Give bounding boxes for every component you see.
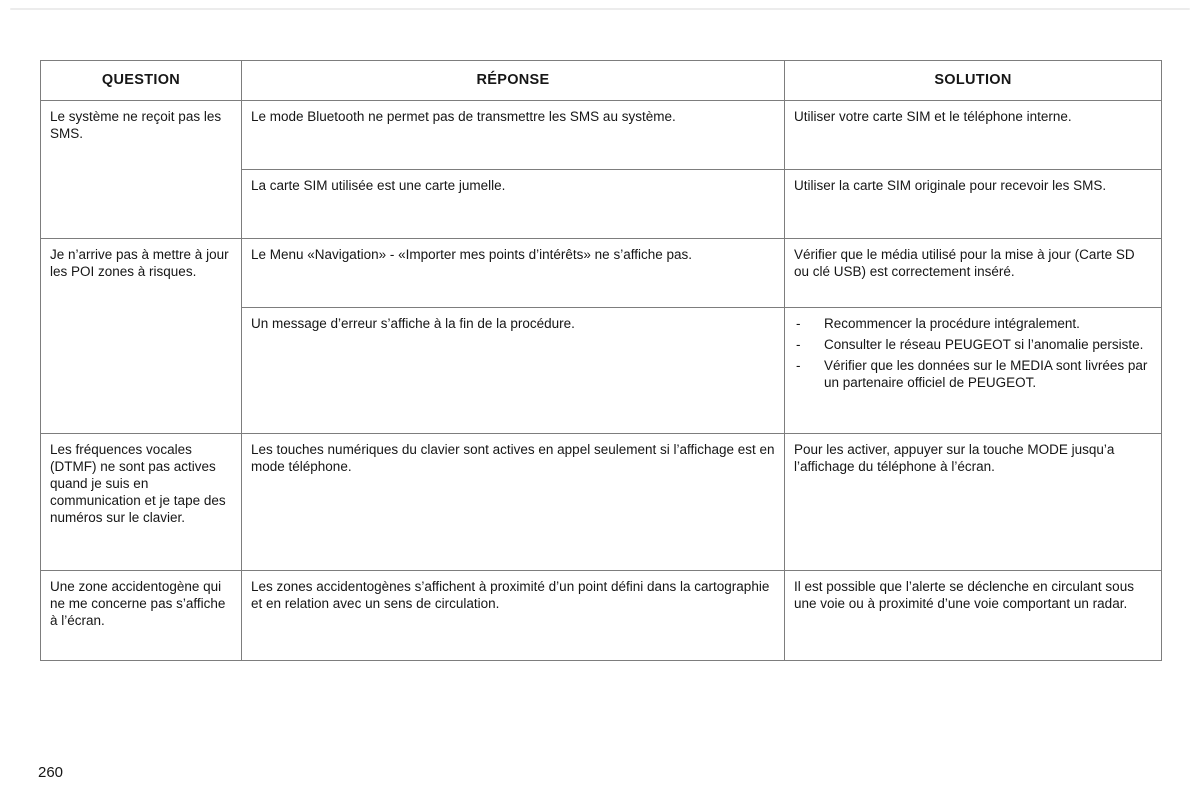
solution-list [794, 315, 1152, 391]
troubleshooting-table [40, 60, 1162, 661]
solution-cell-list [785, 308, 1162, 434]
table-row [41, 571, 1162, 661]
solution-cell: Utiliser la carte SIM originale pour recevoir les SMS. [785, 170, 1162, 239]
list-dash: - [796, 358, 801, 373]
page-number: 260 [38, 764, 64, 781]
response-cell: Un message d’erreur s’affiche à la fin de la procédure. [242, 308, 785, 434]
column-header-response: RÉPONSE [242, 61, 785, 101]
list-dash: - [796, 316, 801, 331]
response-cell: La carte SIM utilisée est une carte jumelle. [242, 170, 785, 239]
list-dash: - [796, 337, 801, 352]
table-row [41, 101, 1162, 170]
column-header-question: QUESTION [41, 61, 242, 101]
table-row [41, 239, 1162, 308]
response-cell: Les zones accidentogènes s’affichent à proximité d’un point défini dans la cartographie et en relation avec un sens de circulation. [242, 571, 785, 661]
solution-list-item [794, 315, 1152, 332]
table-row [41, 434, 1162, 571]
solution-cell: Pour les activer, appuyer sur la touche MODE jusqu’a l’affichage du téléphone à l’écran. [785, 434, 1162, 571]
troubleshooting-table-wrapper [40, 60, 1162, 661]
question-cell-dtmf: Les fréquences vocales (DTMF) ne sont pas actives quand je suis en communication et je tape des numéros sur le clavier. [41, 434, 242, 571]
solution-list-item [794, 336, 1152, 353]
response-cell: Le mode Bluetooth ne permet pas de transmettre les SMS au système. [242, 101, 785, 170]
response-cell: Les touches numériques du clavier sont actives en appel seulement si l’affichage est en mode téléphone. [242, 434, 785, 571]
solution-cell: Il est possible que l’alerte se déclenche en circulant sous une voie ou à proximité d’une voie comportant un radar. [785, 571, 1162, 661]
solution-list-item [794, 357, 1152, 391]
solution-cell: Utiliser votre carte SIM et le téléphone interne. [785, 101, 1162, 170]
response-cell: Le Menu «Navigation» - «Importer mes points d’intérêts» ne s’affiche pas. [242, 239, 785, 308]
solution-cell: Vérifier que le média utilisé pour la mise à jour (Carte SD ou clé USB) est correctement inséré. [785, 239, 1162, 308]
question-cell-poi: Je n’arrive pas à mettre à jour les POI zones à risques. [41, 239, 242, 434]
question-cell-sms: Le système ne reçoit pas les SMS. [41, 101, 242, 239]
question-cell-zone: Une zone accidentogène qui ne me concerne pas s’affiche à l’écran. [41, 571, 242, 661]
page-top-rule [10, 8, 1190, 10]
table-header-row [41, 61, 1162, 101]
solution-list-item-text: Vérifier que les données sur le MEDIA sont livrées par un partenaire officiel de PEUGEOT. [824, 358, 1148, 390]
column-header-solution: SOLUTION [785, 61, 1162, 101]
solution-list-item-text: Recommencer la procédure intégralement. [824, 316, 1080, 331]
solution-list-item-text: Consulter le réseau PEUGEOT si l’anomalie persiste. [824, 337, 1144, 352]
